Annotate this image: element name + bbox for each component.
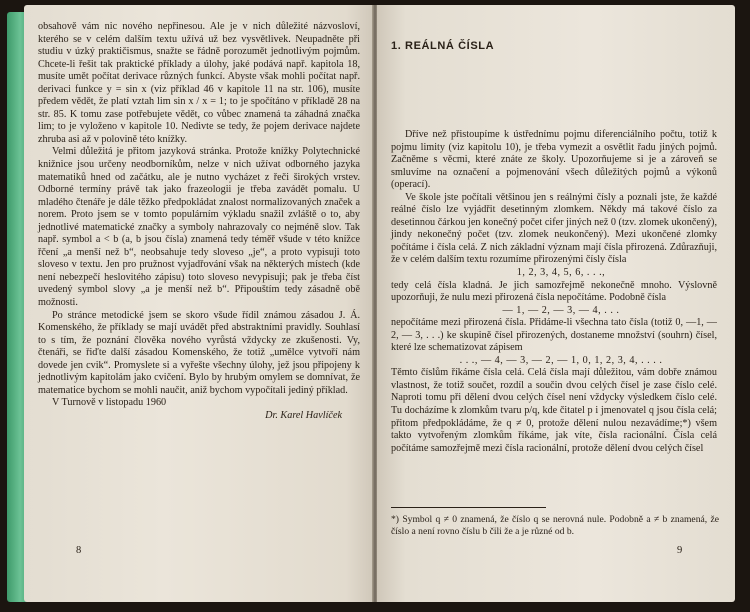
right-paragraph-1: Dříve než přistoupíme k ústřednímu pojmu diferenciálního počtu, totiž k pojmu limity (viz kapitolu 10), je třeba vymezit a osvětlit řadu jiných pojmů. Začněme s věcmi, které znáte ze školy. Upozorňujeme si je a zároveň se smluvíme na označení a pojmenování všech důležitých pojmů a výkonů (operací). bbox=[391, 129, 717, 191]
left-page bbox=[24, 5, 374, 602]
left-paragraph-3: Po stránce metodické jsem se skoro všude řídil známou zásadou J. Á. Komenského, že příklady se mají uvádět před abstraktními pravidly. Souhlasí to s tím, že poznání člověka nového vyrůstá vždycky ze zkušenosti. Vy, čtenáři, se řiďte další zásadou Komenského, že totiž „umělce vytvoří nám dovede jen cvik“. Promyslete si a vyřešte všechny úlohy, jež jsou připojeny k jednotlivým kapitolám jako cvičení. Bylo by hrubým omylem se domnívat, že matematice bychom se mohli naučit, aniž bychom vypočítali jediný příklad. bbox=[38, 309, 360, 396]
footnote: *) Symbol q ≠ 0 znamená, že číslo q se nerovná nule. Podobně a ≠ b znamená, že číslo a není rovno číslu b čili že a je různé od b. bbox=[391, 514, 719, 537]
negative-numbers-sequence: — 1, — 2, — 3, — 4, . . . bbox=[502, 304, 620, 316]
right-paragraph-3: tedy celá čísla kladná. Je jich samozřejmě nekonečně mnoho. Výslovně upozorňuji, že nulu mezi přirozená čísla nepočítáme. Podobně čísla bbox=[391, 279, 717, 304]
page-number-right: 9 bbox=[677, 545, 683, 556]
right-paragraph-5: Těmto číslům říkáme čísla celá. Celá čísla mají důležitou, vám dobře známou vlastnost, že totiž součet, rozdíl a součin dvou celých čísel je zase číslo celé. Naproti tomu při dělení dvou celých čísel není vždycky výsledkem číslo celé. Tu docházíme k zlomkům tvaru p/q, kde čitatel p i jmenovatel q jsou čísla celá; přitom předpokládáme, že q ≠ 0, protože dělení nulou nezavádíme;*) všem takto vytvořeným zlomkům říkáme, jak víte, čísla racionální. Čísla celá počítáme samozřejmě mezi čísla racionální, protože dělení dvou celých čísel bbox=[391, 367, 717, 454]
right-paragraph-2: Ve škole jste počítali většinou jen s reálnými čísly a poznali jste, že každé reálné číslo lze vyjádřit desetinným zlomkem. Někdy má takové číslo za desetinnou čárkou jen konečný počet cifer jiných než 0 (tzv. zlomek ukončený), jindy nekonečný počet (tzv. zlomek neukončený). Mezi ukončené zlomky počítáme i čísla celá. Z nich základní význam mají čísla přirozená. Zdůrazňuji, že v celém dalším textu rozumíme přirozenými čísly čísla bbox=[391, 191, 717, 266]
left-place-date: V Turnově v listopadu 1960 bbox=[52, 397, 167, 409]
right-page bbox=[377, 5, 735, 602]
right-page-text bbox=[391, 129, 717, 455]
author-signature: Dr. Karel Havlíček bbox=[265, 409, 342, 421]
page-number-left: 8 bbox=[76, 545, 82, 556]
footnote-rule bbox=[391, 507, 546, 508]
left-page-text bbox=[38, 21, 360, 423]
chapter-heading: 1. REÁLNÁ ČÍSLA bbox=[391, 40, 495, 52]
left-paragraph-2: Velmi důležitá je přitom jazyková stránka. Protože knížky Polytechnické knižnice jsou určeny neodborníkům, nelze v nich užívat odborného jazyka matematiků hned od začátku, ale je nutno vycházet z řeči širokých vrstev. Odborné termíny právě tak jako frazeologii je třeba zavádět pomalu. U mladého čtenáře je dále těžko předpokládat znalost normalizovaných značek a norem. Proto jsem se v tomto populárním výkladu snažil zvláště o to, aby jednotlivé matematické značky a symboly nahrazovaly co nejméně slov. Tak např. symbol a < b (a, b jsou čísla) znamená tedy téměř všude v této knížce řčení „a menší než b“, neobsahuje tedy sloveso „je“, a proto vypisuji toto sloveso v textu. Jen pro pružnost vyjadřování však na některých místech (kde není nebezpečí heslovitého zápisu) toto sloveso nevypisuji; pak je třeba číst uvedený symbol slovy „a je menší než b“. Připouštím tedy zásadně obě možnosti. bbox=[38, 146, 360, 309]
left-paragraph-1: obsahově vám nic nového nepřinesou. Ale je v nich důležité názvosloví, kterého se v celém dalším textu užívá už bez vysvětlivek. Neupadněte při studiu v úzký praktičismus, snažte se řádně porozumět jednotlivým pojmům. Chcete-li řešit tak praktické příklady a úlohy, jaké podává např. kapitola 18, musíte umět počítat derivace různých funkcí. Abyste však mohli počítat např. derivaci funkce y = sin x (viz příklad 46 v kapitole 11 na str. 106), musíte předem vědět, že platí vztah lim sin x / x = 1; to je spočítáno v příkladě 28 na str. 85. K tomu zase potřebujete vědět, co vůbec znamená ta záhadná značka lim; to je vyloženo v kapitole 10. Nedivte se tedy, že pojem derivace najdete zhruba asi až v polovině této knížky. bbox=[38, 21, 360, 145]
natural-numbers-sequence: 1, 2, 3, 4, 5, 6, . . ., bbox=[516, 267, 606, 279]
integers-sequence: . . ., — 4, — 3, — 2, — 1, 0, 1, 2, 3, 4, . . . . bbox=[459, 354, 663, 366]
right-paragraph-4: nepočítáme mezi přirozená čísla. Přidáme-li všechna tato čísla (totiž 0, —1, — 2, — 3, . . .) ke skupině čísel přirozených, dostaneme množství (souhrn) čísel, které lze schematizovat zápisem bbox=[391, 317, 717, 354]
